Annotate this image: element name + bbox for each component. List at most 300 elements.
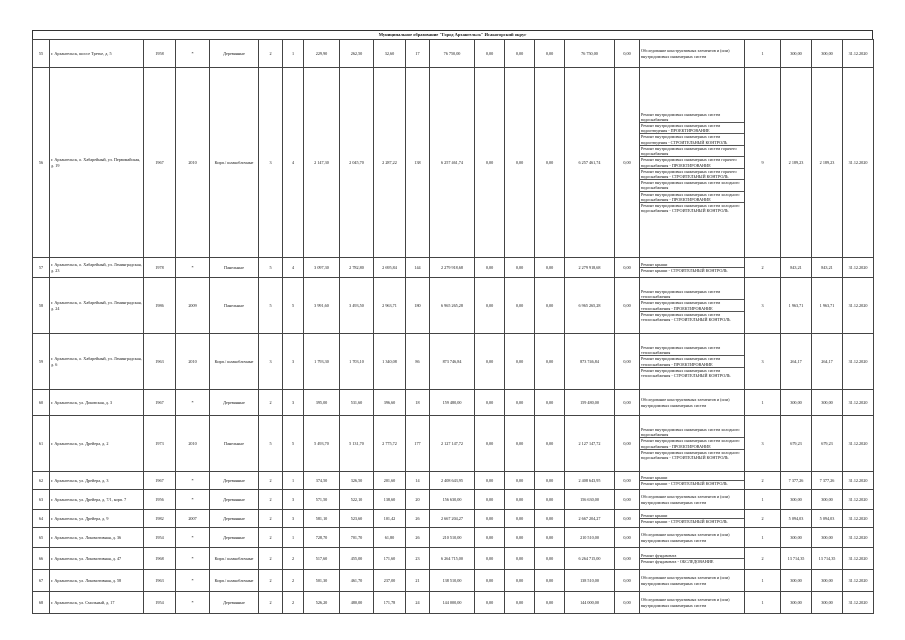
living-area-cell: 522,10	[340, 490, 374, 510]
common-area-cell: 171,60	[374, 548, 406, 570]
row-number: 68	[33, 592, 50, 614]
total-area-cell: 395,00	[304, 390, 340, 416]
work-item: Ремонт крыши - СТРОИТЕЛЬНЫЙ КОНТРОЛЬ	[641, 268, 728, 273]
work-item: Ремонт внутридомовых инженерных систем холодного водоснабжения - ПРОЕКТИРОВАНИЕ	[640, 192, 744, 203]
unit-cost-cell: 1 963,71	[781, 278, 812, 334]
address-cell: г. Архангельск, ул. Локомотивная, д. 58	[50, 570, 144, 592]
table-row	[33, 334, 874, 390]
wall-material-cell: Кирп./ шлакоблочные	[210, 570, 259, 592]
work-item: Ремонт внутридомовых инженерных систем водоотведения - СТРОИТЕЛЬНЫЙ КОНТРОЛЬ	[640, 134, 744, 145]
entrances-cell: 1	[283, 528, 304, 548]
regional-budget-cell: 0,00	[505, 472, 535, 490]
table-row	[33, 278, 874, 334]
work-count-cell: 2	[745, 510, 781, 528]
work-item: Ремонт внутридомовых инженерных систем горячего водоснабжения - ПРОЕКТИРОВАНИЕ	[640, 157, 744, 168]
work-item: Ремонт внутридомовых инженерных систем горячего водоснабжения - СТРОИТЕЛЬНЫЙ КОНТРОЛЬ	[640, 169, 744, 180]
work-item: Ремонт внутридомовых инженерных систем горячего водоснабжения	[640, 146, 744, 157]
owners-funds-cell: 6 965 265,28	[565, 278, 615, 334]
row-number: 55	[33, 40, 50, 68]
work-item: Ремонт внутридомовых инженерных систем холодного водоснабжения - СТРОИТЕЛЬНЫЙ КОНТРОЛЬ	[641, 449, 740, 460]
regional-budget-cell: 0,00	[505, 548, 535, 570]
living-area-cell: 262,50	[340, 40, 374, 68]
work-item: Ремонт внутридомовых инженерных систем теплоснабжения - ПРОЕКТИРОВАНИЕ	[640, 300, 744, 311]
municipal-budget-cell: 0,00	[535, 548, 565, 570]
work-item: Ремонт внутридомовых инженерных систем холодного водоснабжения - СТРОИТЕЛЬНЫЙ КОНТРОЛЬ	[641, 202, 740, 214]
regional-budget-cell: 0,00	[505, 490, 535, 510]
max-unit-cost-cell: 300,00	[812, 490, 843, 510]
max-unit-cost-cell: 5 094,03	[812, 510, 843, 528]
fund-cell: 0,00	[475, 570, 505, 592]
owners-funds-cell: 2 127 147,72	[565, 416, 615, 472]
max-unit-cost-cell: 300,00	[812, 40, 843, 68]
table-row	[33, 390, 874, 416]
work-count-cell: 2	[745, 548, 781, 570]
wall-material-cell: Панельные	[210, 278, 259, 334]
regional-budget-cell: 0,00	[505, 390, 535, 416]
floors-cell: 2	[259, 472, 283, 490]
max-unit-cost-cell: 7 377,26	[812, 472, 843, 490]
work-item: Ремонт внутридомовых инженерных систем водоснабжения	[640, 112, 744, 123]
year-built-cell: 1982	[144, 510, 176, 528]
municipal-budget-cell: 0,00	[535, 334, 565, 390]
year-built-cell: 1954	[144, 528, 176, 548]
living-area-cell: 701,70	[340, 528, 374, 548]
owners-funds-cell: 159 480,00	[565, 390, 615, 416]
address-cell: г. Архангельск, о. Хабарейный, ул. Ленинградская, д. 24	[50, 278, 144, 334]
fund-cell: 0,00	[475, 510, 505, 528]
work-item: Ремонт фундамента - ОБСЛЕДОВАНИЕ	[641, 559, 714, 564]
row-number: 64	[33, 510, 50, 528]
total-area-cell: 517,60	[304, 548, 340, 570]
fund-cell: 0,00	[475, 334, 505, 390]
unit-cost-cell: 300,00	[781, 570, 812, 592]
total-area-cell: 581,10	[304, 510, 340, 528]
entrances-cell: 3	[283, 334, 304, 390]
year-repair-cell: *	[176, 548, 210, 570]
table-row	[33, 258, 874, 278]
work-types-cell	[640, 68, 745, 258]
wall-material-cell: Деревянные	[210, 592, 259, 614]
work-item: Ремонт крыши	[640, 475, 744, 481]
entrances-cell: 5	[283, 416, 304, 472]
work-count-cell: 1	[745, 592, 781, 614]
row-number: 67	[33, 570, 50, 592]
other-funds-cell: 0,00	[615, 510, 640, 528]
max-unit-cost-cell: 679,23	[812, 416, 843, 472]
work-item: Ремонт крыши - СТРОИТЕЛЬНЫЙ КОНТРОЛЬ	[641, 519, 728, 524]
table-row	[33, 68, 874, 258]
work-types-cell	[640, 472, 745, 490]
residents-cell: 21	[406, 570, 430, 592]
year-built-cell: 1963	[144, 570, 176, 592]
common-area-cell: 2 775,72	[374, 416, 406, 472]
deadline-cell: 31.12.2020	[843, 258, 874, 278]
table-row	[33, 510, 874, 528]
entrances-cell: 5	[283, 278, 304, 334]
total-cost-cell: 156 630,00	[430, 490, 475, 510]
table-row	[33, 592, 874, 614]
year-repair-cell: *	[176, 592, 210, 614]
address-cell: г. Архангельск, ул. Дрейера, д. 7/1, корп. 7	[50, 490, 144, 510]
residents-cell: 26	[406, 528, 430, 548]
regional-budget-cell: 0,00	[505, 40, 535, 68]
other-funds-cell: 0,00	[615, 40, 640, 68]
max-unit-cost-cell: 300,00	[812, 570, 843, 592]
common-area-cell: 138,60	[374, 490, 406, 510]
deadline-cell: 31.12.2020	[843, 570, 874, 592]
work-types-cell	[640, 334, 745, 390]
total-cost-cell: 76 750,00	[430, 40, 475, 68]
address-cell: г. Архангельск, о. Хабарейный, ул. Ленинградская, д. 23	[50, 258, 144, 278]
fund-cell: 0,00	[475, 592, 505, 614]
residents-cell: 23	[406, 548, 430, 570]
wall-material-cell: Деревянные	[210, 40, 259, 68]
work-count-cell: 1	[745, 570, 781, 592]
year-built-cell: 1967	[144, 68, 176, 258]
residents-cell: 18	[406, 390, 430, 416]
work-count-cell: 9	[745, 68, 781, 258]
common-area-cell: 2 963,71	[374, 278, 406, 334]
row-number: 63	[33, 490, 50, 510]
work-item: Обследование конструктивных элементов и (или) внутридомовых инженерных систем	[641, 597, 730, 608]
row-number: 60	[33, 390, 50, 416]
row-number: 56	[33, 68, 50, 258]
work-types-cell	[640, 40, 745, 68]
work-item: Ремонт внутридомовых инженерных систем холодного водоснабжения - ПРОЕКТИРОВАНИЕ	[640, 438, 744, 449]
other-funds-cell: 0,00	[615, 68, 640, 258]
total-cost-cell: 2 408 643,95	[430, 472, 475, 490]
work-types-cell	[640, 390, 745, 416]
table-row	[33, 40, 874, 68]
floors-cell: 2	[259, 528, 283, 548]
address-cell: г. Архангельск, о. Хабарейный, ул. Первомайская, д. 19	[50, 68, 144, 258]
residents-cell: 20	[406, 490, 430, 510]
max-unit-cost-cell: 843,21	[812, 258, 843, 278]
total-cost-cell: 6 965 265,28	[430, 278, 475, 334]
work-count-cell: 2	[745, 472, 781, 490]
work-types-cell	[640, 416, 745, 472]
year-repair-cell: *	[176, 472, 210, 490]
unit-cost-cell: 2 189,23	[781, 68, 812, 258]
regional-budget-cell: 0,00	[505, 416, 535, 472]
row-number: 65	[33, 528, 50, 548]
deadline-cell: 31.12.2020	[843, 390, 874, 416]
municipal-budget-cell: 0,00	[535, 570, 565, 592]
work-count-cell: 1	[745, 490, 781, 510]
work-types-cell	[640, 548, 745, 570]
work-count-cell: 3	[745, 416, 781, 472]
work-types-cell	[640, 278, 745, 334]
unit-cost-cell: 300,00	[781, 40, 812, 68]
floors-cell: 3	[259, 334, 283, 390]
year-repair-cell: *	[176, 570, 210, 592]
unit-cost-cell: 843,21	[781, 258, 812, 278]
entrances-cell: 1	[283, 472, 304, 490]
total-cost-cell: 138 510,00	[430, 570, 475, 592]
residents-cell: 17	[406, 40, 430, 68]
work-types-cell	[640, 258, 745, 278]
floors-cell: 2	[259, 40, 283, 68]
living-area-cell: 5 131,70	[340, 416, 374, 472]
work-types-cell	[640, 510, 745, 528]
residents-cell: 138	[406, 68, 430, 258]
repair-program-table	[32, 39, 874, 614]
entrances-cell: 3	[283, 390, 304, 416]
year-repair-cell: *	[176, 258, 210, 278]
owners-funds-cell: 210 510,00	[565, 528, 615, 548]
common-area-cell: 237,00	[374, 570, 406, 592]
living-area-cell: 3 493,50	[340, 278, 374, 334]
wall-material-cell: Панельные	[210, 258, 259, 278]
owners-funds-cell: 156 630,00	[565, 490, 615, 510]
work-item: Ремонт внутридомовых инженерных систем теплоснабжения - ПРОЕКТИРОВАНИЕ	[640, 356, 744, 367]
common-area-cell: 1 340,08	[374, 334, 406, 390]
deadline-cell: 31.12.2020	[843, 548, 874, 570]
total-cost-cell: 159 480,00	[430, 390, 475, 416]
max-unit-cost-cell: 300,00	[812, 390, 843, 416]
total-area-cell: 229,90	[304, 40, 340, 68]
wall-material-cell: Кирп./ шлакоблочные	[210, 548, 259, 570]
common-area-cell: 2 287,22	[374, 68, 406, 258]
work-item: Ремонт внутридомовых инженерных систем теплоснабжения - СТРОИТЕЛЬНЫЙ КОНТРОЛЬ	[641, 311, 731, 322]
living-area-cell: 531,60	[340, 390, 374, 416]
common-area-cell: 32,60	[374, 40, 406, 68]
wall-material-cell: Кирп./ шлакоблочные	[210, 334, 259, 390]
wall-material-cell: Кирп./ шлакоблочные	[210, 68, 259, 258]
municipal-budget-cell: 0,00	[535, 278, 565, 334]
entrances-cell: 2	[283, 548, 304, 570]
total-area-cell: 1 793,30	[304, 334, 340, 390]
common-area-cell: 396,60	[374, 390, 406, 416]
work-item: Ремонт внутридомовых инженерных систем теплоснабжения	[640, 289, 744, 300]
residents-cell: 14	[406, 472, 430, 490]
fund-cell: 0,00	[475, 40, 505, 68]
other-funds-cell: 0,00	[615, 592, 640, 614]
table-row	[33, 570, 874, 592]
entrances-cell: 3	[283, 510, 304, 528]
owners-funds-cell: 144 000,00	[565, 592, 615, 614]
deadline-cell: 31.12.2020	[843, 68, 874, 258]
unit-cost-cell: 300,00	[781, 490, 812, 510]
living-area-cell: 326,50	[340, 472, 374, 490]
address-cell: г. Архангельск, ул. Дрейера, д. 3	[50, 472, 144, 490]
year-repair-cell: *	[176, 390, 210, 416]
row-number: 66	[33, 548, 50, 570]
year-built-cell: 1973	[144, 416, 176, 472]
living-area-cell: 2 782,80	[340, 258, 374, 278]
unit-cost-cell: 300,00	[781, 592, 812, 614]
residents-cell: 144	[406, 258, 430, 278]
total-area-cell: 728,70	[304, 528, 340, 548]
max-unit-cost-cell: 264,17	[812, 334, 843, 390]
municipal-budget-cell: 0,00	[535, 528, 565, 548]
municipal-budget-cell: 0,00	[535, 258, 565, 278]
fund-cell: 0,00	[475, 472, 505, 490]
fund-cell: 0,00	[475, 490, 505, 510]
fund-cell: 0,00	[475, 548, 505, 570]
year-repair-cell: 2010	[176, 334, 210, 390]
work-types-cell	[640, 490, 745, 510]
deadline-cell: 31.12.2020	[843, 278, 874, 334]
municipal-budget-cell: 0,00	[535, 592, 565, 614]
total-cost-cell: 873 746,84	[430, 334, 475, 390]
deadline-cell: 31.12.2020	[843, 334, 874, 390]
year-built-cell: 1968	[144, 548, 176, 570]
fund-cell: 0,00	[475, 278, 505, 334]
owners-funds-cell: 873 746,84	[565, 334, 615, 390]
work-item: Ремонт внутридомовых инженерных систем холодного водоснабжения	[640, 180, 744, 191]
floors-cell: 2	[259, 592, 283, 614]
floors-cell: 2	[259, 570, 283, 592]
regional-budget-cell: 0,00	[505, 570, 535, 592]
address-cell: г. Архангельск, ул. Дрейера, д. 9	[50, 510, 144, 528]
municipal-budget-cell: 0,00	[535, 416, 565, 472]
common-area-cell: 2 695,84	[374, 258, 406, 278]
work-item: Обследование конструктивных элементов и (или) внутридомовых инженерных систем	[641, 48, 730, 59]
regional-budget-cell: 0,00	[505, 528, 535, 548]
other-funds-cell: 0,00	[615, 570, 640, 592]
fund-cell: 0,00	[475, 258, 505, 278]
max-unit-cost-cell: 300,00	[812, 528, 843, 548]
other-funds-cell: 0,00	[615, 278, 640, 334]
total-area-cell: 571,50	[304, 490, 340, 510]
year-repair-cell: 2010	[176, 416, 210, 472]
max-unit-cost-cell: 2 189,23	[812, 68, 843, 258]
year-built-cell: 1978	[144, 258, 176, 278]
work-count-cell: 1	[745, 40, 781, 68]
entrances-cell: 2	[283, 592, 304, 614]
unit-cost-cell: 679,23	[781, 416, 812, 472]
total-area-cell: 501,30	[304, 570, 340, 592]
max-unit-cost-cell: 300,00	[812, 592, 843, 614]
other-funds-cell: 0,00	[615, 334, 640, 390]
residents-cell: 180	[406, 278, 430, 334]
year-built-cell: 1958	[144, 40, 176, 68]
total-area-cell: 2 147,30	[304, 68, 340, 258]
entrances-cell: 2	[283, 570, 304, 592]
total-cost-cell: 6 257 461,74	[430, 68, 475, 258]
fund-cell: 0,00	[475, 528, 505, 548]
common-area-cell: 171,78	[374, 592, 406, 614]
work-types-cell	[640, 528, 745, 548]
floors-cell: 5	[259, 258, 283, 278]
deadline-cell: 31.12.2020	[843, 40, 874, 68]
regional-budget-cell: 0,00	[505, 510, 535, 528]
entrances-cell: 4	[283, 258, 304, 278]
row-number: 58	[33, 278, 50, 334]
row-number: 61	[33, 416, 50, 472]
wall-material-cell: Деревянные	[210, 490, 259, 510]
work-item: Обследование конструктивных элементов и (или) внутридомовых инженерных систем	[641, 494, 730, 505]
total-area-cell: 5 493,70	[304, 416, 340, 472]
regional-budget-cell: 0,00	[505, 258, 535, 278]
year-built-cell: 1986	[144, 278, 176, 334]
work-item: Ремонт внутридомовых инженерных систем теплоснабжения - СТРОИТЕЛЬНЫЙ КОНТРОЛЬ	[641, 367, 731, 378]
year-repair-cell: 2009	[176, 278, 210, 334]
work-count-cell: 1	[745, 528, 781, 548]
entrances-cell: 3	[283, 490, 304, 510]
living-area-cell: 523,60	[340, 510, 374, 528]
owners-funds-cell: 76 750,00	[565, 40, 615, 68]
fund-cell: 0,00	[475, 416, 505, 472]
year-built-cell: 1954	[144, 592, 176, 614]
table-row	[33, 528, 874, 548]
year-built-cell: 1967	[144, 390, 176, 416]
fund-cell: 0,00	[475, 390, 505, 416]
total-cost-cell: 210 510,00	[430, 528, 475, 548]
floors-cell: 2	[259, 510, 283, 528]
living-area-cell: 480,00	[340, 592, 374, 614]
max-unit-cost-cell: 1 963,71	[812, 278, 843, 334]
work-item: Обследование конструктивных элементов и (или) внутридомовых инженерных систем	[641, 397, 730, 408]
address-cell: г. Архангельск, ул. Дрейера, д. 2	[50, 416, 144, 472]
municipal-budget-cell: 0,00	[535, 472, 565, 490]
total-cost-cell: 144 000,00	[430, 592, 475, 614]
other-funds-cell: 0,00	[615, 472, 640, 490]
unit-cost-cell: 264,17	[781, 334, 812, 390]
municipal-budget-cell: 0,00	[535, 390, 565, 416]
wall-material-cell: Деревянные	[210, 528, 259, 548]
total-cost-cell: 2 127 147,72	[430, 416, 475, 472]
other-funds-cell: 0,00	[615, 416, 640, 472]
wall-material-cell: Панельные	[210, 416, 259, 472]
table-row	[33, 490, 874, 510]
row-number: 62	[33, 472, 50, 490]
floors-cell: 2	[259, 390, 283, 416]
year-repair-cell: *	[176, 40, 210, 68]
wall-material-cell: Деревянные	[210, 390, 259, 416]
floors-cell: 5	[259, 278, 283, 334]
work-types-cell	[640, 570, 745, 592]
floors-cell: 2	[259, 548, 283, 570]
deadline-cell: 31.12.2020	[843, 490, 874, 510]
owners-funds-cell: 2 667 204,27	[565, 510, 615, 528]
table-banner: Муниципальное образование "Город Архангельск" Исакогорский округ	[32, 30, 873, 39]
entrances-cell: 4	[283, 68, 304, 258]
floors-cell: 2	[259, 490, 283, 510]
work-item: Ремонт внутридомовых инженерных систем холодного водоснабжения	[640, 427, 744, 438]
living-area-cell: 1 703,10	[340, 334, 374, 390]
unit-cost-cell: 5 094,03	[781, 510, 812, 528]
work-item: Ремонт внутридомовых инженерных систем водоотведения - ПРОЕКТИРОВАНИЕ	[640, 123, 744, 134]
living-area-cell: 455,00	[340, 548, 374, 570]
total-area-cell: 374,50	[304, 472, 340, 490]
work-item: Ремонт крыши	[640, 513, 744, 519]
other-funds-cell: 0,00	[615, 528, 640, 548]
floors-cell: 3	[259, 68, 283, 258]
floors-cell: 5	[259, 416, 283, 472]
common-area-cell: 201,60	[374, 472, 406, 490]
year-repair-cell: *	[176, 490, 210, 510]
work-count-cell: 2	[745, 258, 781, 278]
fund-cell: 0,00	[475, 68, 505, 258]
entrances-cell: 1	[283, 40, 304, 68]
work-types-cell	[640, 592, 745, 614]
work-count-cell: 3	[745, 278, 781, 334]
work-item: Ремонт крыши	[640, 262, 744, 268]
municipal-budget-cell: 0,00	[535, 40, 565, 68]
address-cell: г. Архангельск, ул. Доковская, д. 3	[50, 390, 144, 416]
year-repair-cell: 2007	[176, 510, 210, 528]
year-built-cell: 1967	[144, 472, 176, 490]
work-item: Ремонт внутридомовых инженерных систем теплоснабжения	[640, 345, 744, 356]
residents-cell: 26	[406, 510, 430, 528]
total-area-cell: 3 991,60	[304, 278, 340, 334]
work-item: Ремонт крыши - СТРОИТЕЛЬНЫЙ КОНТРОЛЬ	[641, 481, 728, 486]
work-item: Обследование конструктивных элементов и (или) внутридомовых инженерных систем	[641, 532, 730, 543]
work-count-cell: 3	[745, 334, 781, 390]
address-cell: г. Архангельск, о. Хабарейный, ул. Ленинградская, д. 6	[50, 334, 144, 390]
